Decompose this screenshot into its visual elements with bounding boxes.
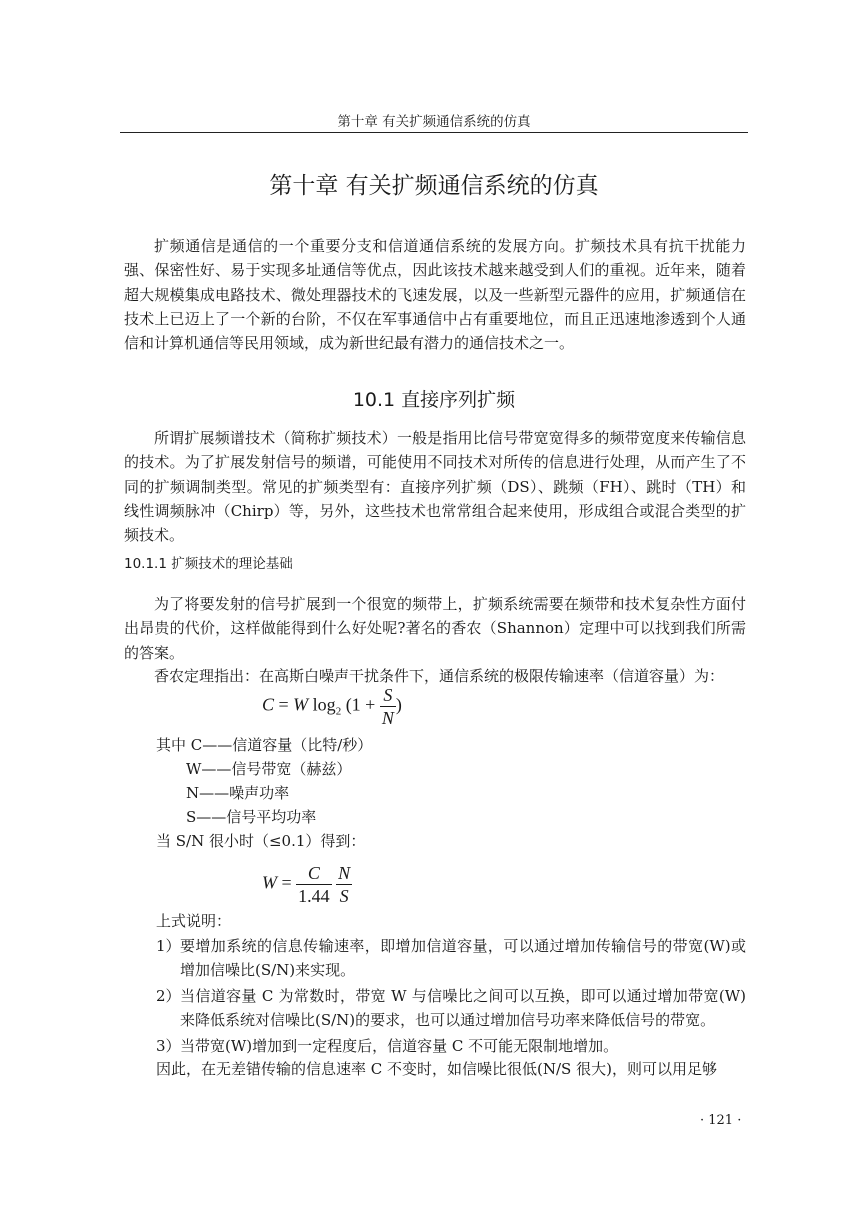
formula-eq: = <box>278 694 289 715</box>
formula-c: C <box>262 694 275 715</box>
bandwidth-formula <box>262 862 352 907</box>
list-item-text: 当带宽(W)增加到一定程度后，信道容量 C 不可能无限制地增加。 <box>180 1037 619 1055</box>
formula-denominator: N <box>381 708 394 728</box>
list-item <box>156 1034 746 1058</box>
formula-w: W <box>293 694 309 715</box>
subsection-title: 10.1.1 扩频技术的理论基础 <box>124 556 293 572</box>
header-rule <box>120 132 748 133</box>
formula-fraction <box>380 684 396 729</box>
definition-w: W——信号带宽（赫兹） <box>186 760 352 778</box>
formula-close-paren: ) <box>395 694 402 715</box>
list-item-text: 当信道容量 C 为常数时，带宽 W 与信噪比之间可以互换，即可以通过增加带宽(W)来降低系统对信噪比(S/N)的要求，也可以通过增加信号功率来降低信号的带宽。 <box>180 987 746 1029</box>
formula-numerator: S <box>380 684 396 707</box>
section-paragraph: 所谓扩展频谱技术（简称扩频技术）一般是指用比信号带宽宽得多的频带宽度来传输信息的技术。为了扩展发射信号的频谱，可能使用不同技术对所传的信息进行处理，从而产生了不同的扩频调制类型。常见的扩频类型有：直接序列扩频（DS）、跳频（FH）、跳时（TH）和线性调频脉冲（Chirp）等，另外，这些技术也常常组合起来使用，形成组合或混合类型的扩频技术。 <box>124 429 746 545</box>
formula2-numerator-2: N <box>338 863 351 883</box>
definition-c: 其中 C——信道容量（比特/秒） <box>156 736 373 754</box>
explanation-intro: 上式说明： <box>156 912 232 930</box>
running-header: 第十章 有关扩频通信系统的仿真 <box>337 114 531 130</box>
list-item <box>156 934 746 982</box>
shannon-formula <box>262 684 402 729</box>
definition-n: N——噪声功率 <box>186 784 290 802</box>
subsection-paragraph-2: 香农定理指出：在高斯白噪声干扰条件下，通信系统的极限传输速率（信道容量）为： <box>154 667 725 685</box>
formula2-fraction-1 <box>296 862 332 907</box>
formula-log-base: 2 <box>335 705 342 718</box>
formula-open-paren: (1 + <box>345 694 376 715</box>
section-title: 10.1 直接序列扩频 <box>352 389 516 411</box>
formula2-eq: = <box>281 872 292 893</box>
formula2-fraction-2 <box>336 862 352 907</box>
list-item <box>156 984 746 1032</box>
formula2-denominator-2: S <box>339 886 349 906</box>
definition-s: S——信号平均功率 <box>186 808 317 826</box>
formula2-denominator-1: 1.44 <box>298 886 330 906</box>
chapter-title: 第十章 有关扩频通信系统的仿真 <box>269 173 599 199</box>
subsection-paragraph-1: 为了将要发射的信号扩展到一个很宽的频带上，扩频系统需要在频带和技术复杂性方面付出昂贵的代价，这样做能得到什么好处呢?著名的香农（Shannon）定理中可以找到我们所需的答案。 <box>124 595 746 662</box>
condition-text: 当 S/N 很小时（≤0.1）得到： <box>156 832 366 850</box>
list-item-number: 1） <box>156 937 181 955</box>
formula2-numerator-1: C <box>296 862 332 885</box>
formula2-w: W <box>262 872 277 893</box>
list-item-number: 3） <box>156 1037 181 1055</box>
list-item-text: 要增加系统的信息传输速率，即增加信道容量，可以通过增加传输信号的带宽(W)或增加信噪比(S/N)来实现。 <box>180 937 746 979</box>
list-item-number: 2） <box>156 987 181 1005</box>
page-number: · 121 · <box>700 1113 742 1128</box>
chapter-intro-paragraph: 扩频通信是通信的一个重要分支和信道通信系统的发展方向。扩频技术具有抗干扰能力强、保密性好、易于实现多址通信等优点，因此该技术越来越受到人们的重视。近年来，随着超大规模集成电路技术、微处理器技术的飞速发展，以及一些新型元器件的应用，扩频通信在技术上已迈上了一个新的台阶，不仅在军事通信中占有重要地位，而且正迅速地渗透到个人通信和计算机通信等民用领域，成为新世纪最有潜力的通信技术之一。 <box>124 237 746 353</box>
formula-log: log <box>312 694 336 715</box>
closing-sentence: 因此，在无差错传输的信息速率 C 不变时，如信噪比很低(N/S 很大)，则可以用足够 <box>156 1060 717 1078</box>
